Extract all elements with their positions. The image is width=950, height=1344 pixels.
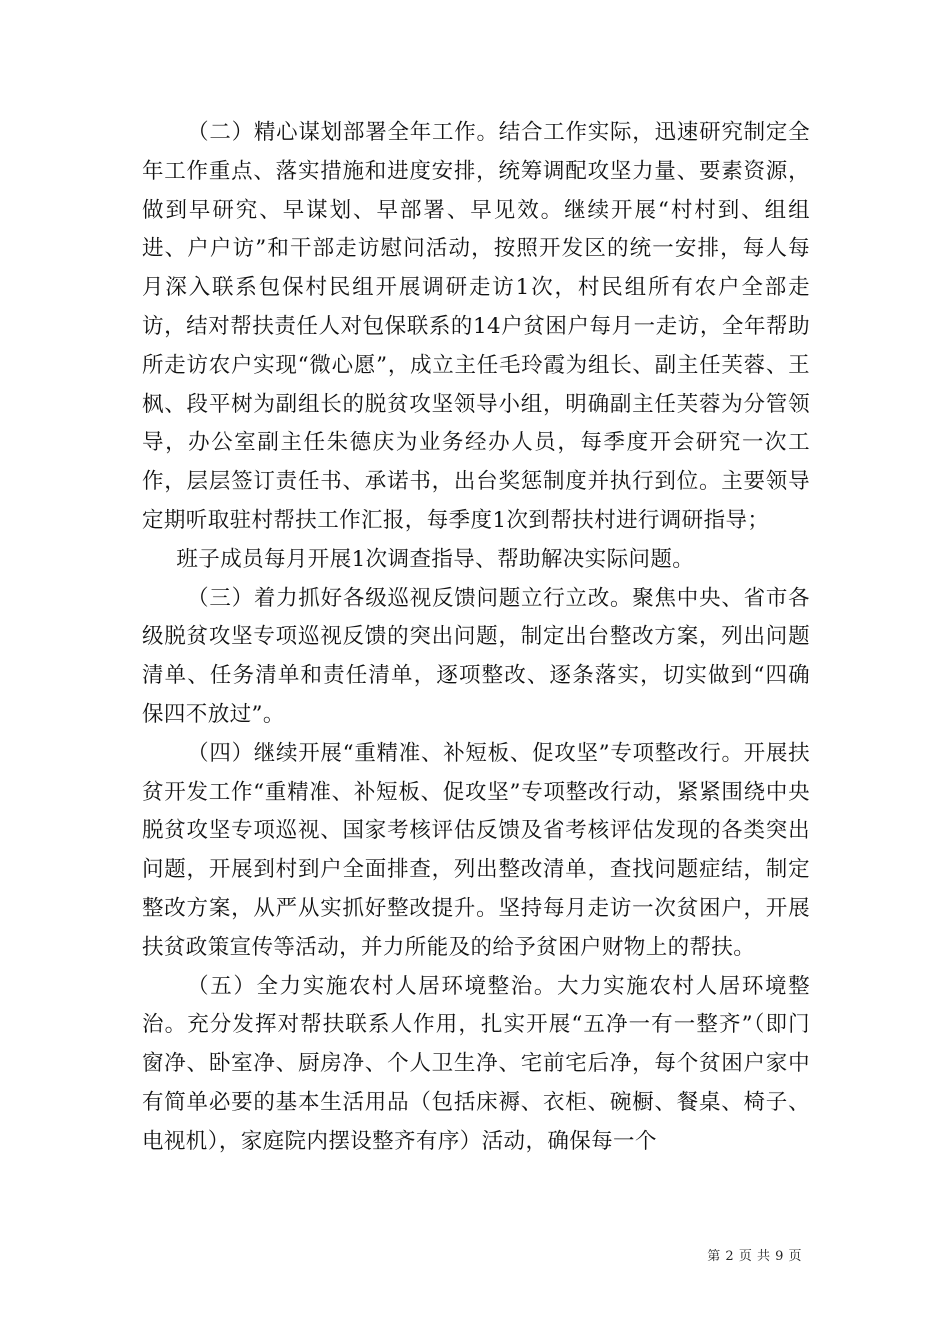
paragraph-work-planning: （二）精心谋划部署全年工作。结合工作实际，迅速研究制定全年工作重点、落实措施和进度安排，统筹调配攻坚力量、要素资源，做到早研究、早谋划、早部署、早见效。继续开展“村村到、组组进、户户访”和干部走访慰问活动，按照开发区的统一安排，每人每月深入联系包保村民组开展调研走访1次，村民组所有农户全部走访，结对帮扶责任人对包保联系的14户贫困户每月一走访，全年帮助所走访农户实现“微心愿”，成立主任毛玲霞为组长、副主任芙蓉、王枫、段平树为副组长的脱贫攻坚领导小组，明确副主任芙蓉为分管领导，办公室副主任朱德庆为业务经办人员，每季度开会研究一次工作，层层签订责任书、承诺书，出台奖惩制度并执行到位。主要领导定期听取驻村帮扶工作汇报，每季度1次到帮扶村进行调研指导；	[142, 120, 810, 533]
paragraph-special-rectification: （四）继续开展“重精准、补短板、促攻坚”专项整改行。开展扶贫开发工作“重精准、补短板、促攻坚”专项整改行动，紧紧围绕中央脱贫攻坚专项巡视、国家考核评估反馈及省考核评估发现的各类突出问题，开展到村到户全面排查，列出整改清单，查找问题症结，制定整改方案，从严从实抓好整改提升。坚持每月走访一次贫困户，开展扶贫政策宣传等活动，并力所能及的给予贫困户财物上的帮扶。	[142, 740, 810, 960]
paragraph-living-environment: （五）全力实施农村人居环境整治。大力实施农村人居环境整治。充分发挥对帮扶联系人作用，扎实开展“五净一有一整齐”（即门窗净、卧室净、厨房净、个人卫生净、宅前宅后净，每个贫困户家中有简单必要的基本生活用品（包括床褥、衣柜、碗橱、餐桌、椅子、电视机），家庭院内摆设整齐有序）活动，确保每一个	[142, 973, 810, 1154]
paragraph-inspection-feedback: （三）着力抓好各级巡视反馈问题立行立改。聚焦中央、省市各级脱贫攻坚专项巡视反馈的突出问题，制定出台整改方案，列出问题清单、任务清单和责任清单，逐项整改、逐条落实，切实做到“四确保四不放过”。	[142, 585, 810, 727]
page-number-footer: 第 2 页 共 9 页	[707, 1249, 802, 1264]
document-body	[142, 114, 810, 1162]
paragraph-team-members: 班子成员每月开展1次调查指导、帮助解决实际问题。	[176, 546, 695, 572]
